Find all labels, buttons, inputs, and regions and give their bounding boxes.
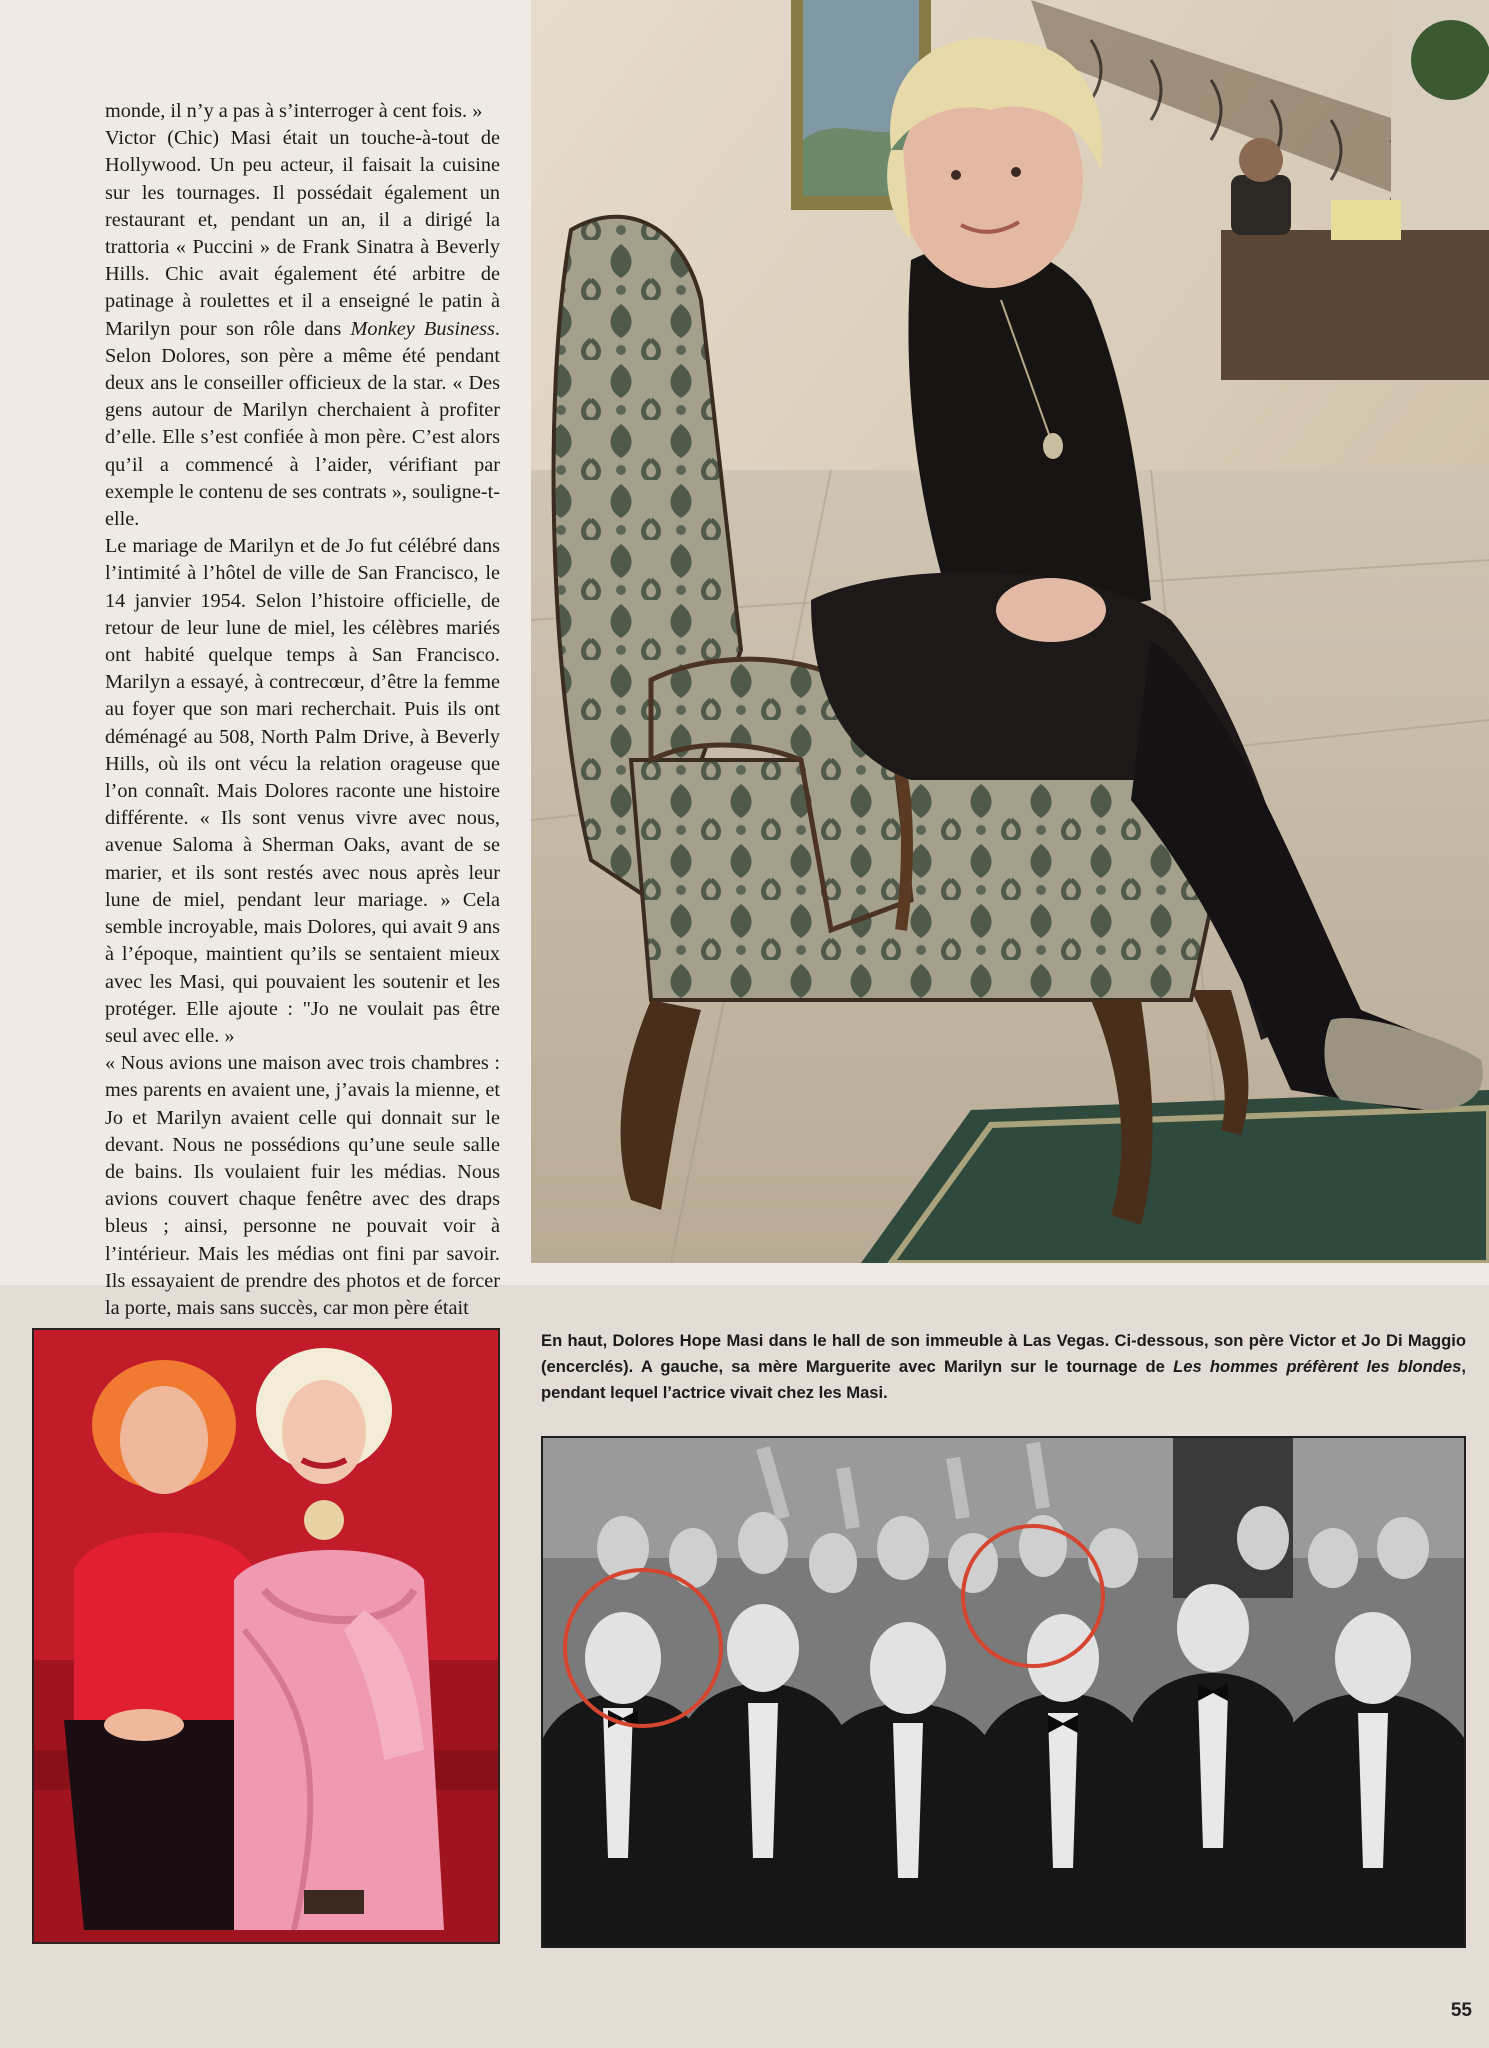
article-paragraph-1: monde, il n’y a pas à s’interroger à cent fois. »: [105, 100, 483, 122]
page-number: 55: [1450, 2000, 1472, 2021]
article-column: [105, 98, 500, 1322]
film-title-monkey-business: Monkey Business: [350, 317, 495, 340]
film-title-hommes-blondes: Les hommes préfèrent les blondes: [1173, 1357, 1462, 1376]
article-paragraph-3: Le mariage de Marilyn et de Jo fut célébré dans l’intimité à l’hôtel de ville de San Francisco, le 14 janvier 1954. Selon l’histoire officielle, de retour de leur lune de miel, les célèbres mariés ont habité quelque temps à San Francisco. Marilyn a essayé, à contrecœur, d’être la femme au foyer que son mari recherchait. Puis ils ont déménagé au 508, North Palm Drive, à Beverly Hills, où ils ont vécu la relation orageuse que l’on connaît. Mais Dolores raconte une histoire différente. « Ils sont venus vivre avec nous, avenue Saloma à Sherman Oaks, avant de se marier, et ils sont restés avec nous après leur lune de miel, pendant leur mariage. » Cela semble incroyable, mais Dolores, qui avait 9 ans à l’époque, maintient qu’ils se sentaient mieux avec les Masi, qui pouvaient les soutenir et les protéger. Elle ajoute : "Jo ne voulait pas être seul avec elle. »: [105, 535, 500, 1047]
article-paragraph-2: Victor (Chic) Masi était un touche-à-tout de Hollywood. Un peu acteur, il faisait la cuisine sur les tournages. Il possédait également un restaurant et, pendant un an, il a dirigé la trattoria « Puccini » de Frank Sinatra à Beverly Hills. Chic avait également été arbitre de patinage à roulettes et il a enseigné le patin à Marilyn pour son rôle dans Monkey Business. Selon Dolores, son père a même été pendant deux ans le conseiller officieux de la star. « Des gens autour de Marilyn cherchaient à profiter d’elle. Elle s’est confiée à mon père. C’est alors qu’il a commencé à l’aider, vérifiant par exemple le contenu de ses contrats », souligne-t-elle.: [105, 127, 500, 531]
photo-marguerite-and-marilyn: [32, 1328, 500, 1944]
photo-victor-and-jo-group: [541, 1436, 1466, 1948]
photo-caption: En haut, Dolores Hope Masi dans le hall de son immeuble à Las Vegas. Ci-dessous, son père Victor et Jo Di Maggio (encerclés). A gauche, sa mère Marguerite avec Marilyn sur le tournage de Les hommes préfèrent les blondes, pendant lequel l’actrice vivait chez les Masi.: [541, 1331, 1466, 1402]
article-paragraph-4: « Nous avions une maison avec trois chambres : mes parents en avaient une, j’avais la mienne, et Jo et Marilyn avaient celle qui donnait sur le devant. Nous ne possédions qu’une seule salle de bains. Ils voulaient fuir les médias. Nous avions couvert chaque fenêtre avec des draps bleus ; ainsi, personne ne pouvait voir à l’intérieur. Mais les médias ont fini par savoir. Ils essayaient de prendre des photos et de forcer la porte, mais sans succès, car mon père était: [105, 1052, 500, 1319]
main-photo-dolores-portrait: [531, 0, 1489, 1263]
